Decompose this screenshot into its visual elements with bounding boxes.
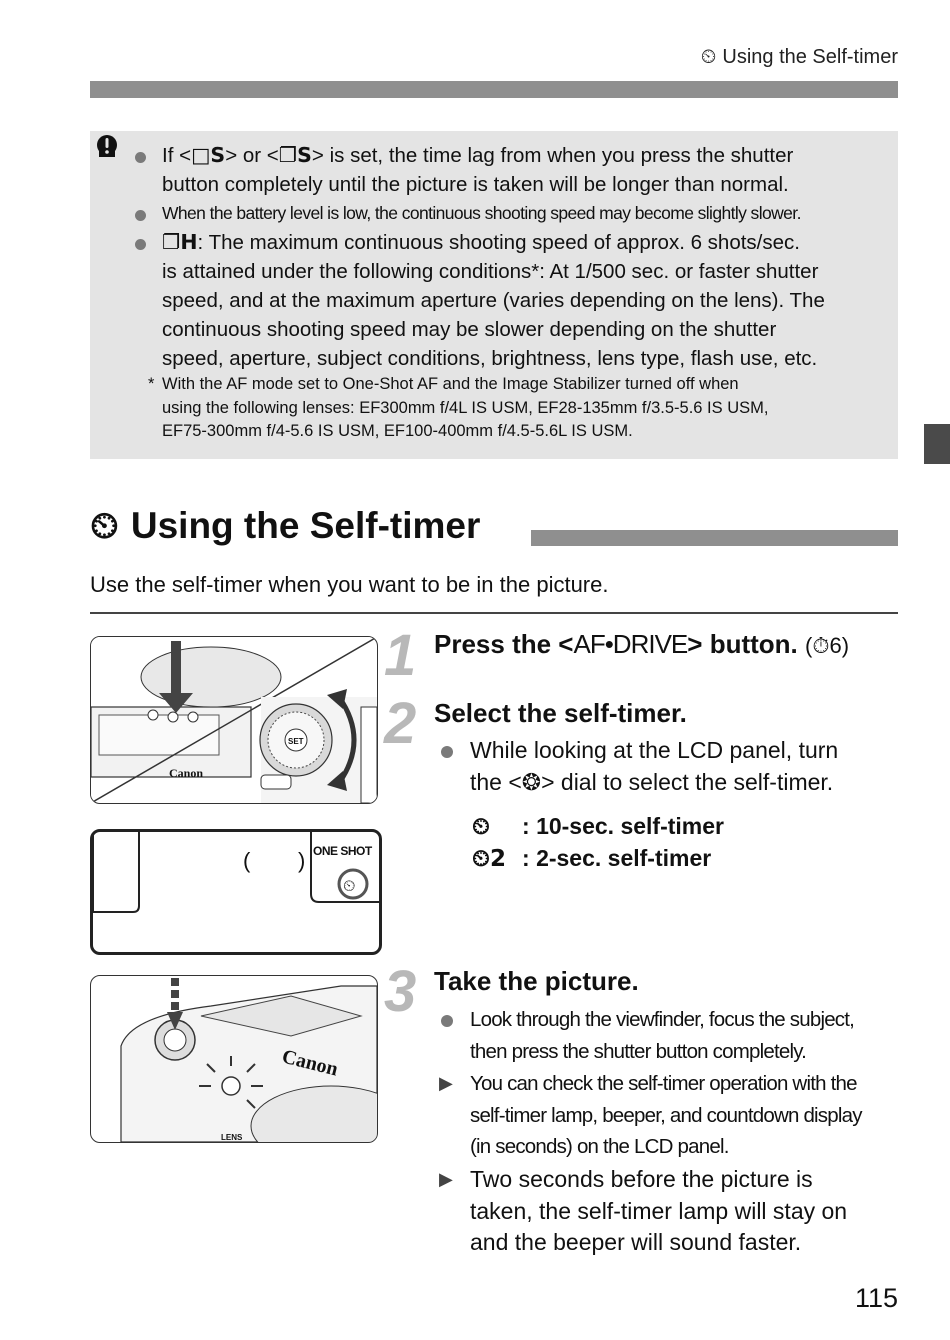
bullet-dot: [441, 746, 453, 758]
caution-box: [90, 131, 898, 459]
lcd-panel-illustration: [90, 829, 382, 955]
af-drive-button-label: AF•DRIVE: [573, 629, 688, 659]
caution-footnote: * With the AF mode set to One-Shot AF and the Image Stabilizer turned off when using the following lenses: EF300mm f/4L IS USM, EF28-135mm f/3.5-5.6 IS USM, EF75-300mm f/4-5.6 IS USM, EF100-400mm f/4.5-5.6L IS USM.: [148, 375, 769, 440]
step-3-title: Take the picture.: [434, 966, 639, 996]
chapter-tab: [924, 424, 950, 464]
continuous-silent-icon: ❐S: [278, 143, 312, 167]
step-number-3: 3: [384, 959, 417, 1024]
caution-item-battery: When the battery level is low, the continuous shooting speed may become slightly slower.: [162, 199, 890, 228]
timer-option-2sec: ⏲2 : 2-sec. self-timer: [472, 845, 712, 872]
shutter-press-illustration: [90, 975, 378, 1143]
ten-sec-timer-icon: ⏲: [472, 814, 490, 840]
step-3-bullet-2: ▶ You can check the self-timer operation with the self-timer lamp, beeper, and countdown display (in seconds) on the LCD panel.: [470, 1068, 900, 1163]
intro-rule: [90, 612, 898, 614]
step-2-title: Select the self-timer.: [434, 698, 687, 728]
self-timer-indicator-icon: ⏲: [343, 876, 356, 895]
header-bar: [90, 81, 898, 98]
result-arrow-icon: ▶: [439, 1073, 453, 1093]
set-label: SET: [288, 737, 304, 746]
high-speed-continuous-icon: ❐H: [162, 230, 198, 254]
step-1-title: Press the <AF•DRIVE> button. (⏱6): [434, 629, 850, 659]
canon-logo: Canon: [169, 766, 204, 780]
timer-option-10sec: ⏲ : 10-sec. self-timer: [472, 813, 724, 840]
bullet-dot: [135, 239, 146, 250]
one-shot-label: ONE SHOT: [313, 844, 372, 858]
caution-item-max-speed: ❐H: The maximum continuous shooting speed of approx. 6 shots/sec. is attained under the following conditions*: At 1/500 sec. or faster shutter speed, and at the maximum aperture (varies depending on the lens). The continuous shooting speed may be slower depending on the shutter speed, aperture, subject conditions, brightness, lens type, flash use, etc.: [162, 228, 890, 373]
bullet-dot: [135, 152, 146, 163]
self-timer-icon: ⏲: [90, 505, 119, 546]
step-number-1: 1: [384, 623, 417, 688]
step-number-2: 2: [384, 691, 417, 756]
step-3-bullet-1: Look through the viewfinder, focus the subject, then press the shutter button completely.: [470, 1004, 900, 1067]
running-header-text: Using the Self-timer: [722, 46, 898, 68]
canon-logo: Canon: [279, 1045, 341, 1081]
self-timer-icon: ⏲: [700, 46, 717, 68]
camera-top-illustration: [90, 636, 378, 804]
single-shot-silent-icon: □S: [191, 143, 226, 167]
step-2-bullet: While looking at the LCD panel, turn the <❂> dial to select the self-timer.: [470, 735, 900, 799]
title-rule: [531, 530, 898, 546]
caution-item-drive-lag: If <□S> or <❐S> is set, the time lag from when you press the shutter button completely until the picture is taken will be longer than normal.: [162, 141, 890, 199]
caution-icon: [96, 135, 118, 163]
step-3-bullet-3: ▶ Two seconds before the picture is taken, the self-timer lamp will stay on and the beeper will sound faster.: [439, 1166, 848, 1255]
two-sec-timer-icon: ⏲2: [472, 846, 506, 872]
bullet-dot: [135, 210, 146, 221]
svg-text:(: (: [243, 848, 251, 873]
intro-text: Use the self-timer when you want to be in the picture.: [90, 572, 609, 597]
page-number: 115: [854, 1283, 898, 1313]
running-header: [701, 46, 898, 69]
lens-label: LENS: [221, 1133, 243, 1142]
svg-text:): ): [298, 848, 306, 873]
result-arrow-icon: ▶: [439, 1169, 453, 1189]
section-title: ⏲ Using the Self-timer: [90, 505, 481, 546]
page-reference: (⏱6): [805, 633, 850, 658]
quick-control-dial-icon: ❂: [521, 769, 542, 796]
bullet-dot: [441, 1015, 453, 1027]
